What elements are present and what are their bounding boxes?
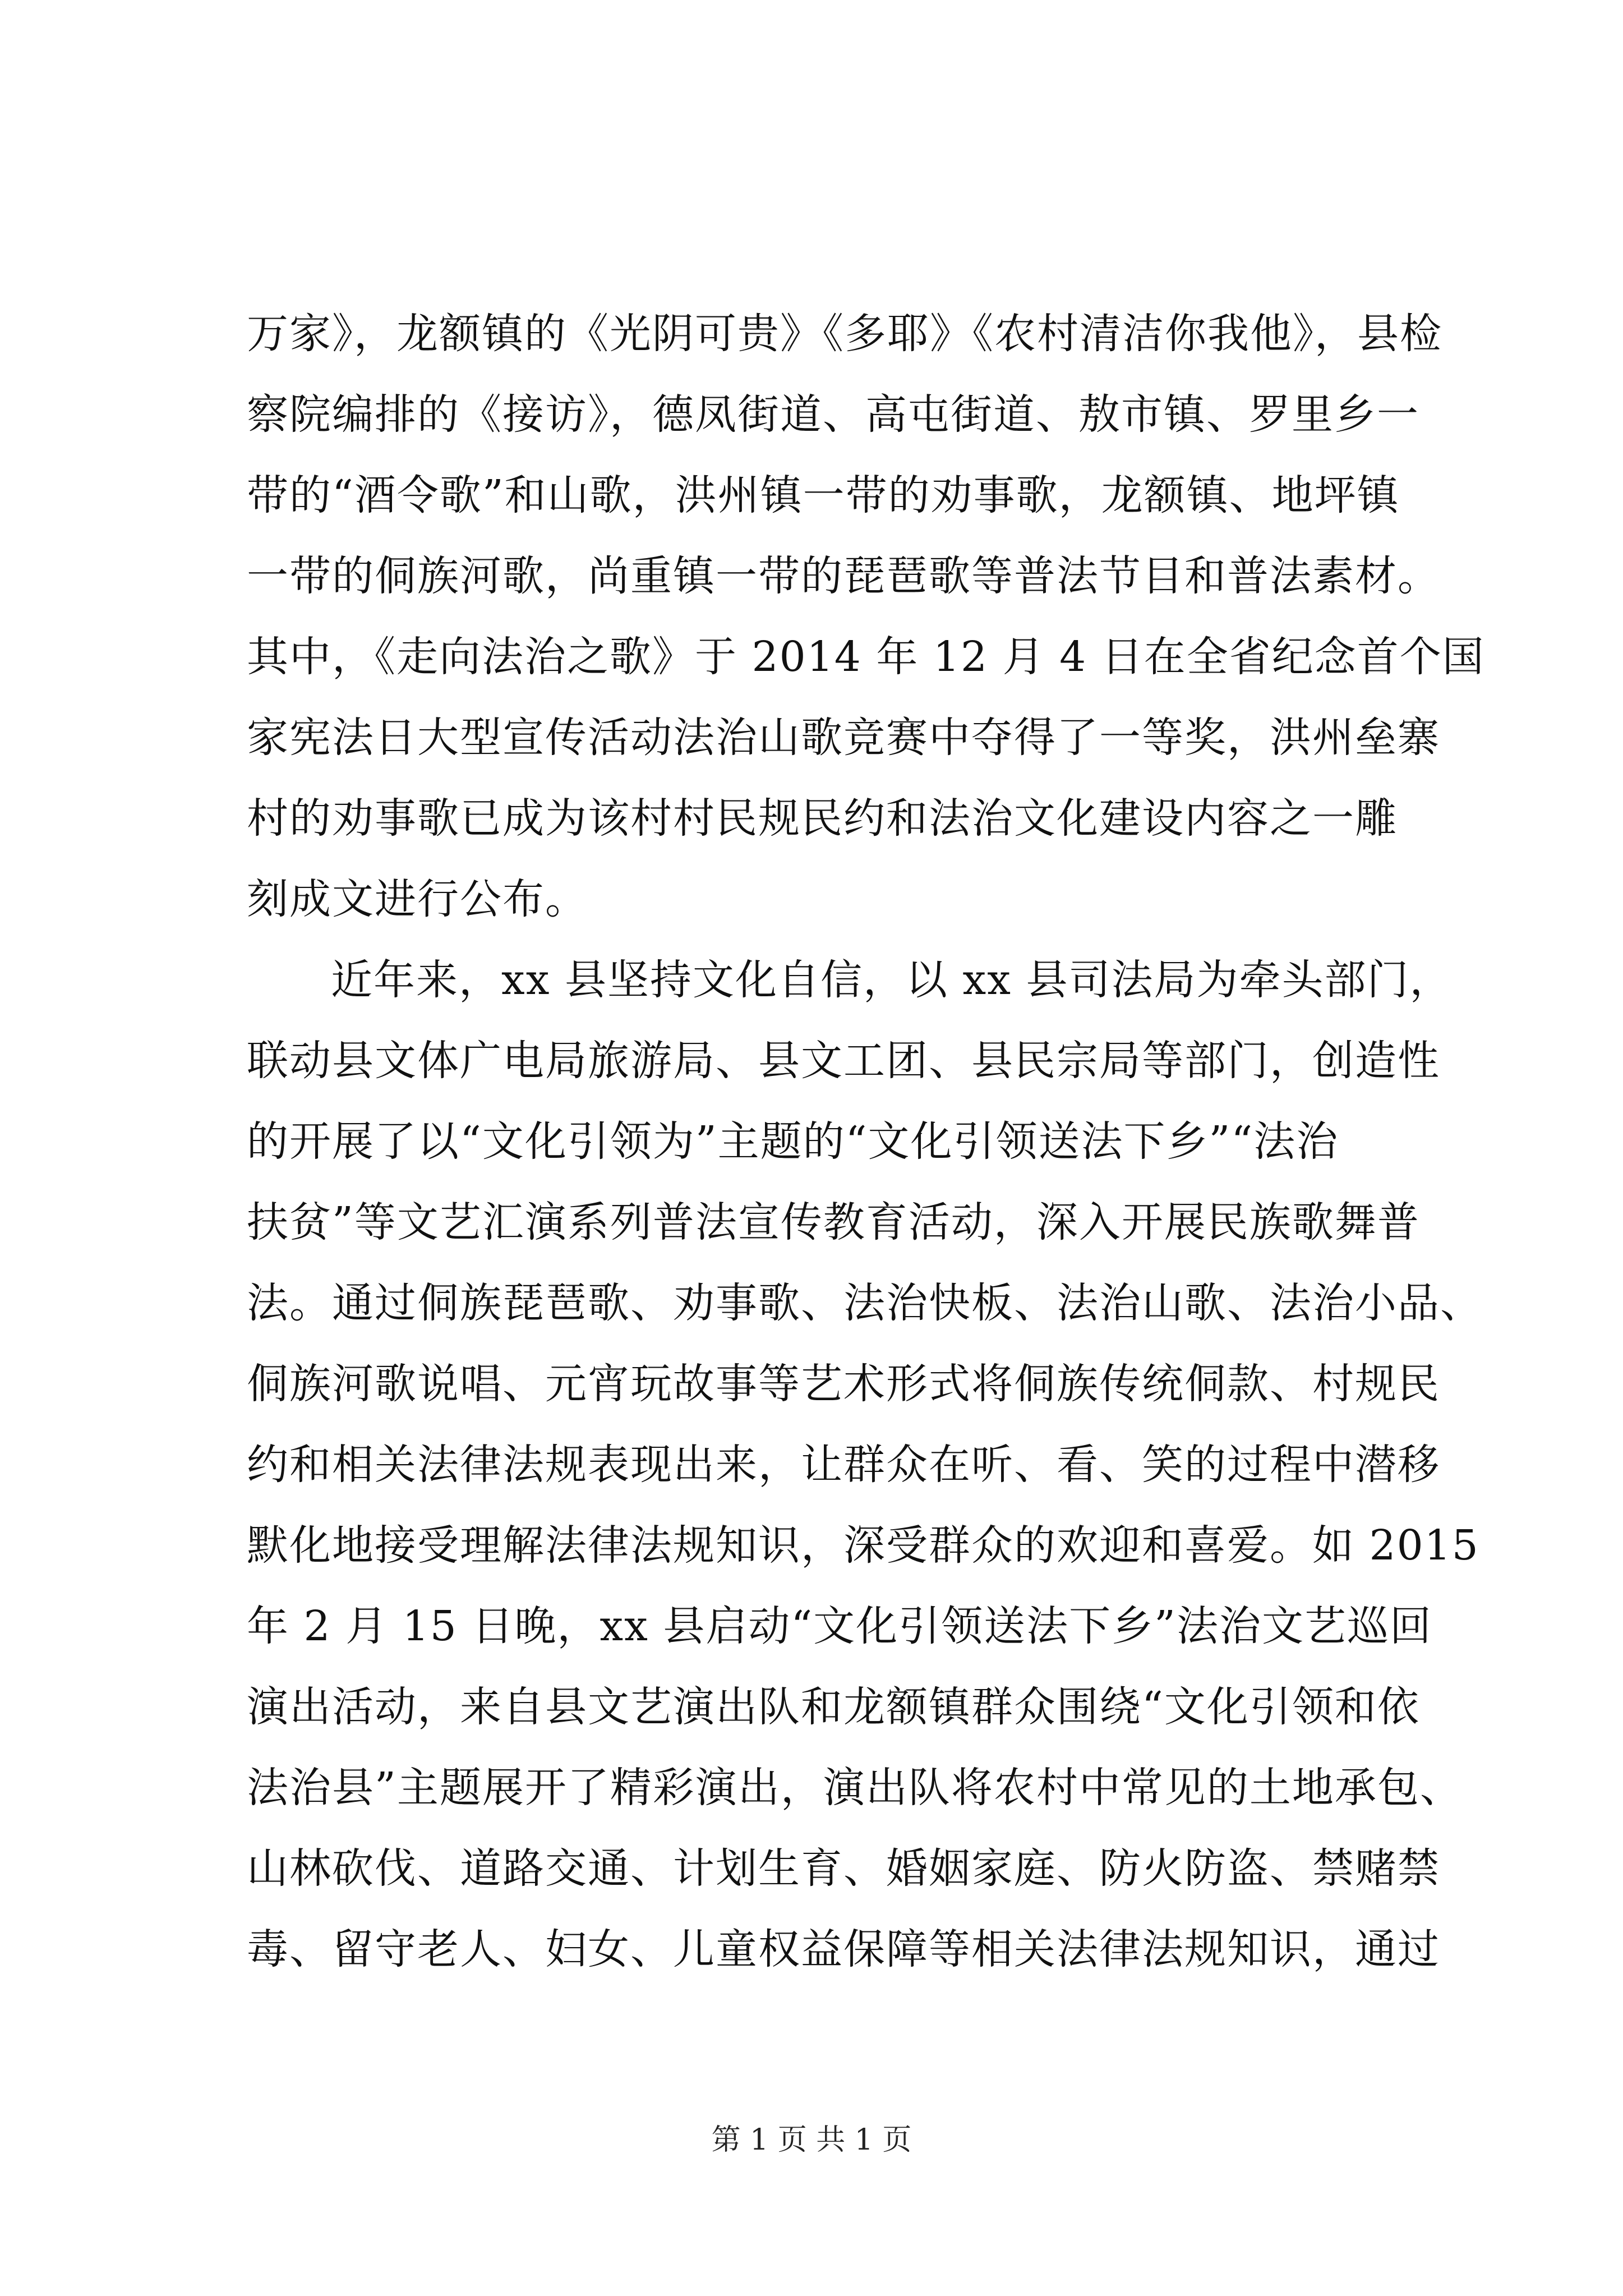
text-line: 村的劝事歌已成为该村村民规民约和法治文化建设内容之一雕: [247, 794, 1398, 843]
text-line: 其中，《走向法治之歌》于 2014 年 12 月 4 日在全省纪念首个国: [247, 633, 1485, 681]
page-number-footer: 第 1 页 共 1 页: [711, 2123, 912, 2157]
text-line: 毒、留守老人、妇女、儿童权益保障等相关法律法规知识，通过: [247, 1925, 1440, 1973]
text-line: 山林砍伐、道路交通、计划生育、婚姻家庭、防火防盗、禁赌禁: [247, 1844, 1440, 1893]
text-line: 的开展了以“文化引领为”主题的“文化引领送法下乡”“法治: [247, 1117, 1339, 1166]
text-line: 年 2 月 15 日晚，xx 县启动“文化引领送法下乡”法治文艺巡回: [247, 1602, 1432, 1650]
text-line: 刻成文进行公布。: [247, 875, 588, 923]
paragraph-start-line: 近年来，xx 县坚持文化自信，以 xx 县司法局为牵头部门，: [331, 956, 1453, 1004]
text-line: 演出活动，来自县文艺演出队和龙额镇群众围绕“文化引领和依: [247, 1683, 1420, 1731]
text-line: 万家》，龙额镇的《光阴可贵》《多耶》《农村清洁你我他》，县检: [247, 310, 1442, 358]
text-line: 默化地接受理解法律法规知识，深受群众的欢迎和喜爱。如 2015: [247, 1521, 1479, 1570]
text-line: 联动县文体广电局旅游局、县文工团、县民宗局等部门，创造性: [247, 1037, 1440, 1085]
text-line: 侗族河歌说唱、元宵玩故事等艺术形式将侗族传统侗款、村规民: [247, 1360, 1440, 1408]
text-line: 察院编排的《接访》，德凤街道、高屯街道、敖市镇、罗里乡一: [247, 390, 1419, 439]
text-line: 法治县”主题展开了精彩演出，演出队将农村中常见的土地承包、: [247, 1764, 1463, 1812]
text-line: 家宪法日大型宣传活动法治山歌竞赛中夺得了一等奖，洪州垒寨: [247, 714, 1440, 762]
text-line: 法。通过侗族琵琶歌、劝事歌、法治快板、法治山歌、法治小品、: [247, 1279, 1483, 1327]
text-line: 带的“酒令歌”和山歌，洪州镇一带的劝事歌，龙额镇、地坪镇: [247, 471, 1400, 519]
text-line: 约和相关法律法规表现出来，让群众在听、看、笑的过程中潜移: [247, 1441, 1440, 1489]
text-line: 一带的侗族河歌，尚重镇一带的琵琶歌等普法节目和普法素材。: [247, 552, 1440, 600]
text-line: 扶贫”等文艺汇演系列普法宣传教育活动，深入开展民族歌舞普: [247, 1198, 1420, 1246]
